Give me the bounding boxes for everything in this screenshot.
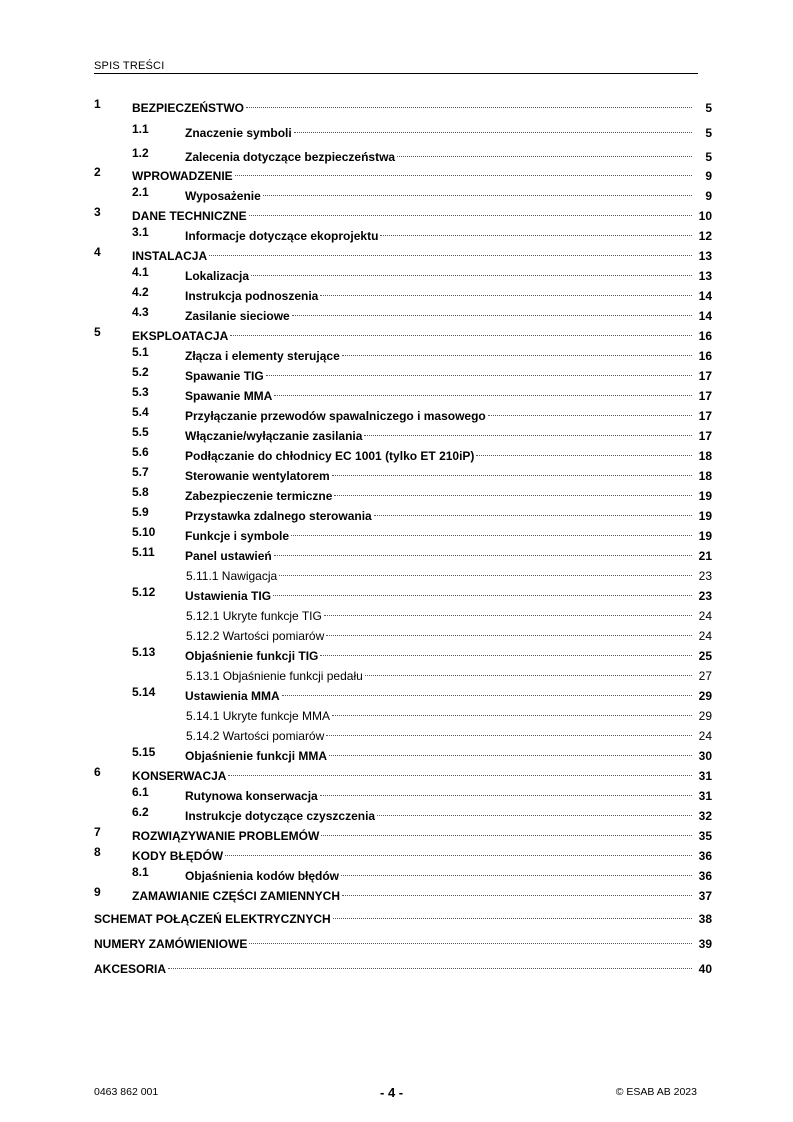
toc-entry-page: 18 [698, 469, 712, 483]
toc-entry-page: 24 [698, 629, 712, 643]
toc-entry[interactable] [0, 744, 793, 763]
toc-entry[interactable] [0, 864, 793, 883]
toc-entry-number: 6 [94, 765, 101, 779]
page-number: - 4 - [380, 1085, 404, 1100]
toc-entry-page: 38 [698, 912, 712, 926]
dot-leader [292, 304, 692, 320]
dot-leader [326, 624, 692, 640]
toc-entry[interactable] [0, 824, 793, 843]
toc-entry-page: 17 [698, 369, 712, 383]
dot-leader [273, 584, 692, 600]
toc-entry-title: Rutynowa konserwacja [185, 789, 318, 803]
toc-entry-title: KODY BŁĘDÓW [132, 849, 224, 863]
toc-entry-title: Objaśnienia kodów błędów [185, 869, 340, 883]
toc-entry-page: 17 [698, 389, 712, 403]
dot-leader [341, 864, 692, 880]
dot-leader [342, 344, 692, 360]
toc-entry-number: 4.2 [132, 285, 149, 299]
toc-entry[interactable] [0, 844, 793, 863]
toc-entry-title: Ustawienia MMA [185, 689, 280, 703]
toc-entry-number: 5.5 [132, 425, 149, 439]
toc-entry-page: 36 [698, 849, 712, 863]
toc-entry[interactable] [0, 404, 793, 423]
document-number: 0463 862 001 [94, 1086, 159, 1098]
dot-leader [365, 664, 692, 680]
toc-entry-title: Objaśnienie funkcji TIG [185, 649, 319, 663]
dot-leader [333, 907, 692, 923]
toc-entry-number: 5.6 [132, 445, 149, 459]
toc-entry-title: Wyposażenie [185, 189, 261, 203]
toc-entry-page: 16 [698, 329, 712, 343]
toc-entry[interactable] [0, 644, 793, 663]
toc-entry-number: 5.12 [132, 585, 156, 599]
dot-leader [274, 384, 692, 400]
toc-entry[interactable] [0, 564, 793, 583]
toc-entry-page: 13 [698, 269, 712, 283]
toc-entry-number: 6.2 [132, 805, 149, 819]
toc-entry[interactable] [0, 932, 793, 951]
toc-entry-number: 5.11 [132, 545, 155, 559]
dot-leader [225, 844, 692, 860]
dot-leader [235, 164, 692, 180]
dot-leader [329, 744, 692, 760]
toc-entry[interactable] [0, 424, 793, 443]
dot-leader [209, 244, 692, 260]
toc-entry-title: Ustawienia TIG [185, 589, 272, 603]
toc-entry-title: KONSERWACJA [132, 769, 227, 783]
toc-entry-title: Przystawka zdalnego sterowania [185, 509, 372, 523]
dot-leader [230, 324, 692, 340]
toc-entry-number: 4.1 [132, 265, 149, 279]
toc-entry[interactable] [0, 624, 793, 643]
toc-entry-title: Przyłączanie przewodów spawalniczego i masowego [185, 409, 486, 423]
dot-leader [294, 121, 692, 137]
toc-entry-page: 10 [698, 209, 712, 223]
toc-entry[interactable] [0, 604, 793, 623]
toc-entry-title: Zasilanie sieciowe [185, 309, 290, 323]
toc-entry[interactable] [0, 664, 793, 683]
toc-entry-title: Instrukcja podnoszenia [185, 289, 319, 303]
toc-entry[interactable] [0, 504, 793, 523]
toc-entry-page: 30 [698, 749, 712, 763]
toc-entry-title: Objaśnienie funkcji MMA [185, 749, 328, 763]
toc-entry-page: 29 [698, 689, 712, 703]
toc-entry-page: 17 [698, 409, 712, 423]
dot-leader [228, 764, 692, 780]
toc-entry-page: 5 [705, 126, 712, 140]
toc-entry[interactable] [0, 224, 793, 243]
dot-leader [326, 724, 692, 740]
toc-entry[interactable] [0, 444, 793, 463]
toc-entry-number: 2.1 [132, 185, 149, 199]
toc-entry-title: 5.11.1 Nawigacja [186, 569, 278, 583]
dot-leader [249, 204, 692, 220]
toc-entry-page: 5 [705, 150, 712, 164]
toc-entry-title: 5.14.2 Wartości pomiarów [186, 729, 325, 743]
toc-entry-number: 5 [94, 325, 101, 339]
toc-entry[interactable] [0, 184, 793, 203]
toc-entry-page: 36 [698, 869, 712, 883]
dot-leader [279, 564, 692, 580]
toc-entry[interactable] [0, 244, 793, 263]
toc-entry-number: 1.1 [132, 122, 149, 136]
toc-entry-number: 4 [94, 245, 101, 259]
toc-entry-page: 13 [698, 249, 712, 263]
dot-leader [380, 224, 692, 240]
toc-entry-page: 24 [698, 729, 712, 743]
dot-leader [488, 404, 692, 420]
toc-entry-title: Zalecenia dotyczące bezpieczeństwa [185, 150, 396, 164]
toc-entry[interactable] [0, 684, 793, 703]
dot-leader [334, 484, 692, 500]
toc-entry-number: 6.1 [132, 785, 149, 799]
dot-leader [320, 784, 692, 800]
toc-entry[interactable] [0, 784, 793, 803]
toc-entry-number: 5.2 [132, 365, 149, 379]
toc-entry-number: 3 [94, 205, 101, 219]
toc-entry-page: 17 [698, 429, 712, 443]
toc-entry-title: Instrukcje dotyczące czyszczenia [185, 809, 376, 823]
toc-entry-title: EKSPLOATACJA [132, 329, 229, 343]
toc-entry[interactable] [0, 304, 793, 323]
dot-leader [332, 464, 692, 480]
toc-entry[interactable] [0, 464, 793, 483]
dot-leader [320, 644, 692, 660]
dot-leader [246, 96, 692, 112]
dot-leader [377, 804, 692, 820]
toc-entry-number: 7 [94, 825, 101, 839]
toc-entry[interactable] [0, 544, 793, 563]
toc-entry-title: NUMERY ZAMÓWIENIOWE [94, 937, 248, 951]
toc-entry-number: 5.13 [132, 645, 156, 659]
dot-leader [274, 544, 692, 560]
toc-entry-page: 19 [698, 529, 712, 543]
toc-entry[interactable] [0, 384, 793, 403]
toc-entry-title: INSTALACJA [132, 249, 208, 263]
toc-entry-title: 5.13.1 Objaśnienie funkcji pedału [186, 669, 363, 683]
toc-entry-page: 35 [698, 829, 712, 843]
toc-entry-number: 5.7 [132, 465, 149, 479]
toc-entry-title: ROZWIĄZYWANIE PROBLEMÓW [132, 829, 320, 843]
toc-entry-title: 5.12.2 Wartości pomiarów [186, 629, 325, 643]
toc-entry-page: 19 [698, 509, 712, 523]
dot-leader [332, 704, 692, 720]
toc-entry[interactable] [0, 364, 793, 383]
toc-entry-page: 29 [698, 709, 712, 723]
toc-entry-page: 14 [698, 309, 712, 323]
toc-entry[interactable] [0, 204, 793, 223]
toc-entry[interactable] [0, 324, 793, 343]
toc-entry-title: Złącza i elementy sterujące [185, 349, 340, 363]
dot-leader [320, 284, 692, 300]
toc-entry-page: 25 [698, 649, 712, 663]
toc-entry-page: 16 [698, 349, 712, 363]
dot-leader [291, 524, 692, 540]
dot-leader [168, 957, 692, 973]
toc-entry[interactable] [0, 145, 793, 164]
toc-entry[interactable] [0, 121, 793, 140]
toc-entry[interactable] [0, 284, 793, 303]
toc-entry-title: Lokalizacja [185, 269, 250, 283]
toc-entry-number: 1 [94, 97, 101, 111]
toc-entry[interactable] [0, 907, 793, 926]
toc-entry-page: 37 [698, 889, 712, 903]
dot-leader [342, 884, 692, 900]
toc-entry-page: 21 [698, 549, 712, 563]
toc-entry[interactable] [0, 164, 793, 183]
toc-entry-number: 1.2 [132, 146, 149, 160]
dot-leader [251, 264, 692, 280]
toc-entry-number: 9 [94, 885, 101, 899]
copyright: © ESAB AB 2023 [615, 1086, 697, 1098]
toc-entry-title: Zabezpieczenie termiczne [185, 489, 333, 503]
toc-entry-number: 5.14 [132, 685, 156, 699]
toc-entry-title: Podłączanie do chłodnicy EC 1001 (tylko ET 210iP) [185, 449, 475, 463]
toc-entry-number: 5.15 [132, 745, 156, 759]
dot-leader [282, 684, 692, 700]
toc-entry-page: 39 [698, 937, 712, 951]
dot-leader [321, 824, 692, 840]
toc-entry-title: Spawanie MMA [185, 389, 273, 403]
toc-entry[interactable] [0, 96, 793, 115]
toc-entry-page: 32 [698, 809, 712, 823]
toc-entry-page: 9 [705, 169, 712, 183]
header-title: SPIS TREŚCI [94, 60, 165, 72]
toc-entry-title: Funkcje i symbole [185, 529, 290, 543]
toc-entry-number: 5.4 [132, 405, 149, 419]
toc-entry-title: Informacje dotyczące ekoprojektu [185, 229, 379, 243]
toc-entry[interactable] [0, 957, 793, 976]
toc-entry-number: 2 [94, 165, 101, 179]
toc-entry[interactable] [0, 484, 793, 503]
toc-entry-number: 8 [94, 845, 101, 859]
toc-entry-page: 23 [698, 569, 712, 583]
toc-entry-number: 4.3 [132, 305, 149, 319]
dot-leader [249, 932, 692, 948]
toc-entry[interactable] [0, 584, 793, 603]
toc-entry-title: Włączanie/wyłączanie zasilania [185, 429, 363, 443]
toc-entry-number: 3.1 [132, 225, 149, 239]
toc-entry[interactable] [0, 884, 793, 903]
toc-entry[interactable] [0, 724, 793, 743]
toc-entry-page: 40 [698, 962, 712, 976]
dot-leader [476, 444, 692, 460]
toc-entry[interactable] [0, 264, 793, 283]
toc-entry-page: 5 [705, 101, 712, 115]
toc-entry[interactable] [0, 704, 793, 723]
toc-entry[interactable] [0, 764, 793, 783]
toc-entry-number: 5.1 [132, 345, 149, 359]
toc-entry-title: Panel ustawień [185, 549, 272, 563]
dot-leader [266, 364, 692, 380]
dot-leader [324, 604, 692, 620]
toc-entry[interactable] [0, 524, 793, 543]
toc-entry-title: AKCESORIA [94, 962, 167, 976]
toc-entry[interactable] [0, 344, 793, 363]
toc-entry-title: BEZPIECZEŃSTWO [132, 101, 245, 115]
toc-entry[interactable] [0, 804, 793, 823]
dot-leader [397, 145, 692, 161]
toc-entry-number: 5.10 [132, 525, 156, 539]
toc-entry-title: WPROWADZENIE [132, 169, 233, 183]
toc-entry-number: 5.3 [132, 385, 149, 399]
toc-entry-page: 14 [698, 289, 712, 303]
toc-entry-page: 9 [705, 189, 712, 203]
toc-entry-number: 5.8 [132, 485, 149, 499]
toc-entry-title: SCHEMAT POŁĄCZEŃ ELEKTRYCZNYCH [94, 912, 331, 926]
toc-entry-number: 5.9 [132, 505, 149, 519]
toc-entry-page: 23 [698, 589, 712, 603]
toc-entry-title: 5.14.1 Ukryte funkcje MMA [186, 709, 331, 723]
toc-entry-title: DANE TECHNICZNE [132, 209, 247, 223]
toc-entry-title: Spawanie TIG [185, 369, 264, 383]
dot-leader [263, 184, 692, 200]
toc-entry-page: 19 [698, 489, 712, 503]
toc-entry-title: ZAMAWIANIE CZĘŚCI ZAMIENNYCH [132, 889, 340, 903]
dot-leader [374, 504, 692, 520]
toc-entry-number: 8.1 [132, 865, 149, 879]
toc-entry-page: 31 [698, 769, 712, 783]
toc-entry-page: 31 [698, 789, 712, 803]
toc-entry-title: Sterowanie wentylatorem [185, 469, 330, 483]
dot-leader [364, 424, 692, 440]
toc-entry-page: 24 [698, 609, 712, 623]
toc-entry-page: 18 [698, 449, 712, 463]
toc-entry-page: 27 [698, 669, 712, 683]
toc-entry-title: 5.12.1 Ukryte funkcje TIG [186, 609, 322, 623]
toc-entry-page: 12 [698, 229, 712, 243]
toc-entry-title: Znaczenie symboli [185, 126, 292, 140]
